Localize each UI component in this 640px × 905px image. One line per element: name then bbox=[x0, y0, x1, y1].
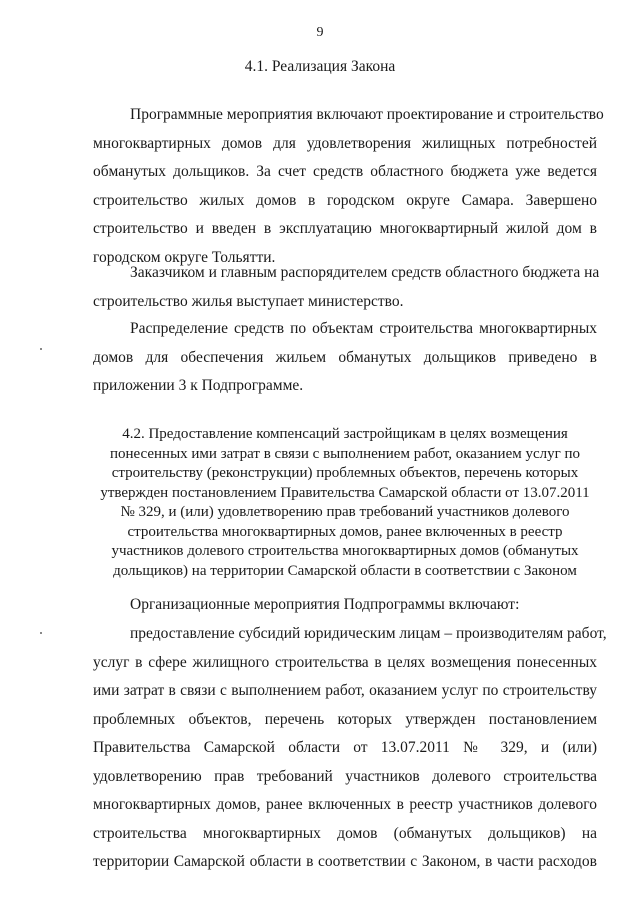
paragraph-line: городском округе Тольятти. bbox=[93, 248, 276, 266]
paragraph-line: территории Самарской области в соответствии с Законом, в части расходов bbox=[93, 853, 597, 870]
paragraph-4-1-2 bbox=[93, 259, 600, 316]
paragraph-line: Правительства Самарской области от 13.07.2011 № 329, и (или) bbox=[93, 739, 597, 756]
heading-line: утвержден постановлением Правительства Самарской области от 13.07.2011 bbox=[100, 484, 590, 501]
paragraph-4-1-3 bbox=[93, 315, 597, 401]
heading-line: строительства многоквартирных домов, ранее включенных в реестр bbox=[127, 523, 563, 540]
paragraph-line: приложении 3 к Подпрограмме. bbox=[93, 377, 304, 394]
section-4-2-heading bbox=[100, 425, 590, 581]
paragraph-4-2-2 bbox=[93, 620, 607, 877]
paragraph-4-1-1 bbox=[93, 101, 604, 272]
paragraph-line: домов для обеспечения жильем обманутых дольщиков приведено в bbox=[93, 348, 597, 366]
scan-speck bbox=[40, 632, 42, 634]
paragraph-line: Заказчиком и главным распорядителем средств областного бюджета на bbox=[130, 264, 600, 281]
paragraph-line: Программные мероприятия включают проектирование и строительство bbox=[130, 106, 604, 123]
paragraph-4-2-1 bbox=[93, 591, 597, 620]
paragraph-line: услуг в сфере жилищного строительства в целях возмещения понесенных bbox=[93, 653, 597, 671]
heading-line: участников долевого строительства многоквартирных домов (обманутых bbox=[111, 543, 579, 559]
page-number: 9 bbox=[316, 25, 324, 40]
paragraph-line: строительство жилых домов в городском округе Самара. Завершено bbox=[93, 191, 597, 209]
paragraph-line: Организационные мероприятия Подпрограммы включают: bbox=[130, 596, 520, 613]
heading-line: № 329, и (или) удовлетворению прав требований участников долевого bbox=[120, 504, 570, 520]
paragraph-line: многоквартирных домов, ранее включенных в реестр участников долевого bbox=[93, 796, 597, 813]
heading-line: 4.2. Предоставление компенсаций застройщикам в целях возмещения bbox=[122, 426, 568, 442]
paragraph-line: строительство жилья выступает министерство. bbox=[93, 292, 404, 310]
heading-line: дольщиков) на территории Самарской области в соответствии с Законом bbox=[113, 562, 577, 579]
paragraph-line: Распределение средств по объектам строительства многоквартирных bbox=[130, 320, 597, 337]
paragraph-line: предоставление субсидий юридическим лицам – производителям работ, bbox=[130, 625, 607, 642]
paragraph-line: строительство и введен в эксплуатацию многоквартирный жилой дом в bbox=[93, 220, 597, 237]
paragraph-line: ими затрат в связи с выполнением работ, оказанием услуг по строительству bbox=[93, 682, 597, 699]
paragraph-line: многоквартирных домов для удовлетворения жилищных потребностей bbox=[93, 134, 597, 152]
scan-speck bbox=[40, 348, 42, 350]
paragraph-line: проблемных объектов, перечень которых утвержден постановлением bbox=[93, 710, 597, 728]
section-4-1-heading: 4.1. Реализация Закона bbox=[244, 58, 396, 75]
paragraph-line: строительства многоквартирных домов (обманутых дольщиков) на bbox=[93, 824, 597, 842]
heading-line: понесенных ими затрат в связи с выполнением работ, оказанием услуг по bbox=[109, 445, 581, 462]
paragraph-line: обманутых дольщиков. За счет средств областного бюджета уже ведется bbox=[93, 163, 597, 180]
paragraph-line: удовлетворению прав требований участников долевого строительства bbox=[93, 767, 597, 785]
heading-line: строительству (реконструкции) проблемных объектов, перечень которых bbox=[111, 465, 579, 481]
